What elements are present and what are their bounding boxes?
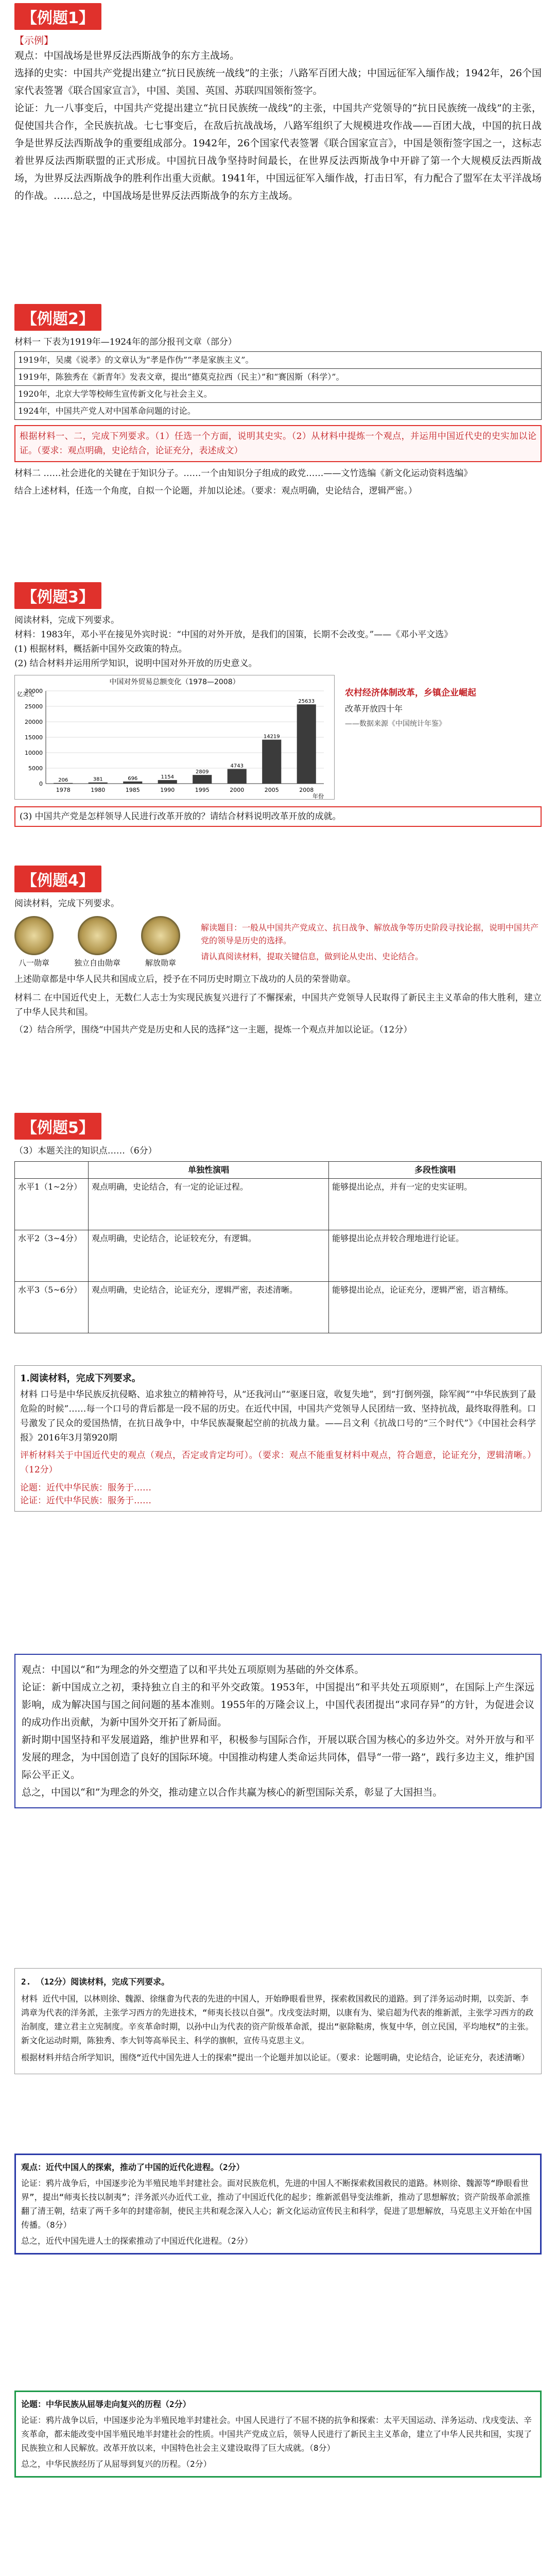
table-cell: 观点明确，史论结合，有一定的论证过程。 [89,1179,329,1230]
x-tick-label: 1978 [56,787,71,793]
bar-value-label: 14219 [263,734,280,740]
x-axis-label: 年份 [312,793,324,799]
reading-task: 评析材料关于中国近代史的观点（观点，否定或肯定均可）。（要求：观点不能重复材料中观点，符合题意，论证充分，逻辑清晰。）（12分） [20,1450,536,1475]
viewpoint-paragraph: 观点：中国战场是世界反法西斯战争的东方主战场。 [14,50,240,61]
material-intro: 材料一 下表为1919年—1924年的部分报刊文章（部分） [14,337,237,347]
trade-chart [14,675,335,800]
bar [297,704,316,784]
example3-section [14,582,542,671]
reading-material: 材料 口号是中华民族反抗侵略、追求独立的精神符号，从“还我河山”“驱逐日寇，收复失地”，到“打倒列强，除军阀”“中华民族到了最危险的时候”……每一个口号的背后都是一段不屈的历史。在近代中国，中国共产党领导人民团结一致、坚持抗战，最终取得胜利。口号激发了民众的爱国热情，在抗日战争中，中华民族凝聚起空前的抗战力量。——吕文利《抗战口号的“三个时代”》《中国社会科学报》2016年3月第920期 [20,1389,536,1443]
table-cell: 能够提出论点并较合理地进行论证。 [329,1230,542,1282]
example-label: 【例题5】 [14,1113,101,1140]
bar [193,775,212,784]
red-question: (3) 中国共产党是怎样领导人民进行改革开放的？请结合材料说明改革开放的成就。 [20,811,341,822]
x-tick-label: 1985 [125,787,140,793]
y-tick-label: 20000 [25,719,43,725]
bar-value-label: 206 [58,777,68,783]
bar [89,783,108,784]
example2-section [14,304,542,498]
callout-text-two: 请认真阅读材料，提取关键信息，做到论从史出、史论结合。 [201,952,424,961]
medal-icon [78,916,117,955]
y-tick-label: 25000 [25,703,43,710]
table-cell: 水平1（1~2分） [15,1179,89,1230]
material-intro: 阅读材料，完成下列要求。 [14,899,119,909]
x-tick-label: 1980 [91,787,106,793]
material-paragraph: 材料：1983年，邓小平在接见外宾时说：“中国的对外开放，是我们的国策，长期不会改变。”——《邓小平文选》 [14,630,453,640]
table-cell: 1919年，吴虞《说孝》的文章认为“孝是作伪”“孝是家族主义”。 [15,352,542,369]
table-header [15,1162,89,1179]
question-prompt: 结合上述材料，任选一个角度，自拟一个论题，并加以论述。（要求：观点明确，史论结合，逻辑严密。） [14,486,417,496]
table-header: 单独性演唱 [89,1162,329,1179]
bar-value-label: 2809 [196,769,209,775]
answer-head: 观点：近代中国人的探索，推动了中国的近代化进程。（2分） [21,2162,245,2172]
medal-icon [141,916,180,955]
bar-value-label: 381 [93,776,103,783]
question-text: 根据材料一、二，完成下列要求。（1）任选一个方面，说明其史实。（2）从材料中提炼一个观点，并运用中国近代史的史实加以论证。（要求：观点明确，史论结合，论证充分，表述成文） [20,431,536,456]
viewpoint-paragraph: 观点：中国以“和”为理念的外交塑造了以和平共处五项原则为基础的外交体系。 [22,1664,364,1675]
table-row [15,369,542,386]
x-tick-label: 2000 [230,787,245,793]
chart-notes [345,685,541,728]
bar-value-label: 25633 [298,699,315,705]
x-tick-label: 2008 [299,787,314,793]
table-cell: 观点明确，史论结合，论证充分，逻辑严密，表述清晰。 [89,1282,329,1333]
reading-answer-line: 论证：近代中华民族：服务于…… [20,1496,151,1506]
y-tick-label: 30000 [25,688,43,694]
table-cell: 能够提出论点，并有一定的史实证明。 [329,1179,542,1230]
table-header: 多段性演唱 [329,1162,542,1179]
chart-caption: ——数据来源《中国统计年鉴》 [345,720,446,728]
example-label: 【例题4】 [14,866,101,892]
reading-section [14,1365,542,1512]
bar [123,782,142,784]
question-one: (1) 根据材料，概括新中国外交政策的特点。 [14,644,187,654]
answer-end: 总之，近代中国先进人士的探索推动了中国近代化进程。（2分） [21,2236,253,2246]
question-section-b [14,1968,542,2074]
medal [14,916,54,968]
question-two: (2) 结合材料并运用所学知识，说明中国对外开放的历史意义。 [14,658,257,669]
bar [54,783,73,784]
table-row [15,1282,542,1333]
example5-section [14,1113,542,1333]
chart-note-two: 改革开放四十年 [345,704,403,714]
medal-row [14,916,542,968]
y-tick-label: 5000 [28,765,43,772]
reading-title: 1.阅读材料，完成下列要求。 [20,1373,141,1384]
example-label: 【例题1】 [14,3,101,30]
medal-label: 独立自由勋章 [74,958,121,968]
answer-tag: 【示例】 [14,35,54,46]
table-cell: 1919年，陈独秀在《新青年》发表文章，提出“德莫克拉西（民主）”和“赛因斯（科学）”。 [15,369,542,386]
example3-question [14,806,542,827]
y-axis-label: 亿美元 [17,691,34,698]
argument-paragraph-two: 新时期中国坚持和平发展道路，维护世界和平，积极参与国际合作，开展以联合国为核心的多边外交。对外开放与和平发展的理念，为中国创造了良好的国际环境。中国推动构建人类命运共同体，倡导“一带一路”，践行多边主义，维护国际公平正义。 [22,1734,534,1781]
example1-section [14,3,542,205]
chart-title: 中国对外贸易总额变化（1978—2008） [109,678,240,686]
medal-label: 解放勋章 [145,958,177,968]
facts-paragraph: 选择的史实：中国共产党提出建立“抗日民族统一战线”的主张；八路军百团大战；中国远征军入缅作战；1942年，26个国家代表签署《联合国家宣言》，中国、美国、英国、苏联四国领衔签字。 [14,67,542,96]
y-tick-label: 15000 [25,734,43,741]
table-row [15,386,542,403]
table-header-row [15,1162,542,1179]
table-row [15,403,542,420]
answer-body: 论证：鸦片战争后，中国逐步沦为半殖民地半封建社会。面对民族危机，先进的中国人不断探索救国救民的道路。林则徐、魏源等“睁眼看世界”，提出“师夷长技以制夷”；洋务派兴办近代工业，推动了中国近代化的起步；维新派倡导变法维新，推动了思想解放；资产阶级革命派推翻了清王朝，结束了两千多年的封建帝制，使民主共和观念深入人心；新文化运动宣传民主和科学，促进了思想解放，马克思主义开始在中国传播。（8分） [21,2178,532,2230]
material-table [14,351,542,420]
table-cell: 观点明确，史论结合，论证较充分，有逻辑。 [89,1230,329,1282]
material-intro: 阅读材料，完成下列要求。 [14,615,119,625]
red-question-box [14,806,542,827]
medal-icon [14,916,54,955]
material-two: 材料二 ……社会进化的关键在于知识分子。……一个由知识分子组成的政党……——文竹选编《新文化运动资料选编》 [14,468,473,479]
table-row [15,1179,542,1230]
bar-value-label: 4743 [230,763,244,769]
x-tick-label: 2005 [264,787,279,793]
table-cell: 1924年，中国共产党人对中国革命问题的讨论。 [15,403,542,420]
table-row [15,1230,542,1282]
bar [158,780,177,784]
section-material: 材料 近代中国，以林则徐、魏源、徐继畬为代表的先进的中国人，开始睁眼看世界，探索救国救民的道路。到了洋务运动时期，以奕訢、李鸿章为代表的洋务派，主张学习西方的先进技术，“师夷长技以自强”。戊戌变法时期，以康有为、梁启超为代表的维新派，主张学习西方的政治制度，建立君主立宪制度。辛亥革命时期，以孙中山为代表的资产阶级革命派，提出“驱除鞑虏，恢复中华，创立民国，平均地权”的主张。新文化运动时期，陈独秀、李大钊等高举民主、科学的旗帜，宣传马克思主义。 [21,1994,534,2045]
example-label: 【例题3】 [14,582,101,609]
medal-label: 八一勋章 [18,958,49,968]
bar-value-label: 696 [128,775,138,782]
rubric-intro: （3）本题关注的知识点……（6分） [14,1146,157,1156]
callout [201,921,542,963]
answer-box-blue [14,2154,542,2255]
table-cell: 1920年，北京大学等校师生宣传新文化与社会主义。 [15,386,542,403]
medal [74,916,120,968]
chart-note: 农村经济体制改革，乡镇企业崛起 [345,688,476,698]
argument-paragraph: 论证：九一八事变后，中国共产党提出建立“抗日民族统一战线”的主张，中国共产党领导的“抗日民族统一战线”的主张，促使国共合作，全民族抗战。七七事变后，在敌后抗战战场，八路军组织了大规模进攻作战——百团大战，中国的抗日战争是世界反法西斯战争的重要组成部分。1942年，26个国家代表签署《联合国家宣言》，中国是领衔签字国之一，这标志着世界反法西斯联盟的正式形成。中国抗日战争坚持时间最长，在世界反法西斯战争中开辟了第一个大规模反法西斯战场，为世界反法西斯战争的胜利作出重大贡献。1941年，中国远征军入缅作战，打击日军，有力配合了盟军在太平洋战场的作战。……总之，中国战场是世界反法西斯战争的东方主战场。 [14,103,542,201]
answer-head: 论题：中华民族从屈辱走向复兴的历程（2分） [21,2399,191,2409]
answer-body: 论证：鸦片战争以后，中国逐步沦为半殖民地半封建社会。中国人民进行了不屈不挠的抗争和探索：太平天国运动、洋务运动、戊戌变法、辛亥革命，都未能改变中国半殖民地半封建社会的性质。中国共产党成立后，领导人民进行了新民主主义革命，建立了中华人民共和国，实现了民族独立和人民解放。改革开放以来，中国特色社会主义建设取得了巨大成就。（8分） [21,2415,532,2453]
chart-svg [15,686,334,799]
rubric-table [14,1161,542,1333]
reading-answer-title: 论题：近代中华民族：服务于…… [20,1483,151,1493]
y-tick-label: 0 [39,781,43,787]
medal [141,916,180,968]
answer-section-a [14,1654,542,1808]
argument-paragraph: 论证：新中国成立之初，秉持独立自主的和平外交政策。1953年，中国提出“和平共处五项原则”，在国际上产生深远影响，成为解决国与国之间问题的基本准则。1955年的万隆会议上，中国代表团提出“求同存异”的方针，为促进会议的成功作出贡献，为新中国外交开拓了新局面。 [22,1682,534,1728]
table-cell: 水平2（3~4分） [15,1230,89,1282]
callout-text: 解读题目：一般从中国共产党成立、抗日战争、解放战争等历史阶段寻找论据，说明中国共产党的领导是历史的选择。 [201,923,539,945]
table-cell: 能够提出论点，论证充分，逻辑严密，语言精练。 [329,1282,542,1333]
bar-value-label: 1154 [161,774,174,781]
question-box [14,425,542,462]
x-tick-label: 1990 [160,787,175,793]
example4-section [14,866,542,1037]
material-paragraph: 材料二 在中国近代史上，无数仁人志士为实现民族复兴进行了不懈探索，中国共产党领导人民取得了新民主主义革命的伟大胜利，建立了中华人民共和国。 [14,993,542,1018]
answer-box-green [14,2391,542,2478]
table-cell: 水平3（5~6分） [15,1282,89,1333]
x-tick-label: 1995 [195,787,210,793]
question-text: （2）结合所学，围绕“中国共产党是历史和人民的选择”这一主题，提炼一个观点并加以论证。（12分） [14,1025,412,1035]
section-title: 2. （12分）阅读材料，完成下列要求。 [21,1977,170,1987]
bar [262,740,281,784]
section-task: 根据材料并结合所学知识，围绕“近代中国先进人士的探索”提出一个论题并加以论证。（要求：论题明确，史论结合，论证充分，表述清晰） [21,2053,530,2062]
conclusion-paragraph: 总之，中国以“和”为理念的外交，推动建立以合作共赢为核心的新型国际关系，彰显了大国担当。 [22,1787,443,1798]
bar [228,769,247,784]
table-row [15,352,542,369]
medal-caption: 上述勋章都是中华人民共和国成立后，授予在不同历史时期立下战功的人员的荣誉勋章。 [14,974,356,985]
y-tick-label: 10000 [25,750,43,756]
answer-end: 总之，中华民族经历了从屈辱到复兴的历程。（2分） [21,2459,212,2469]
example-label: 【例题2】 [14,304,101,331]
